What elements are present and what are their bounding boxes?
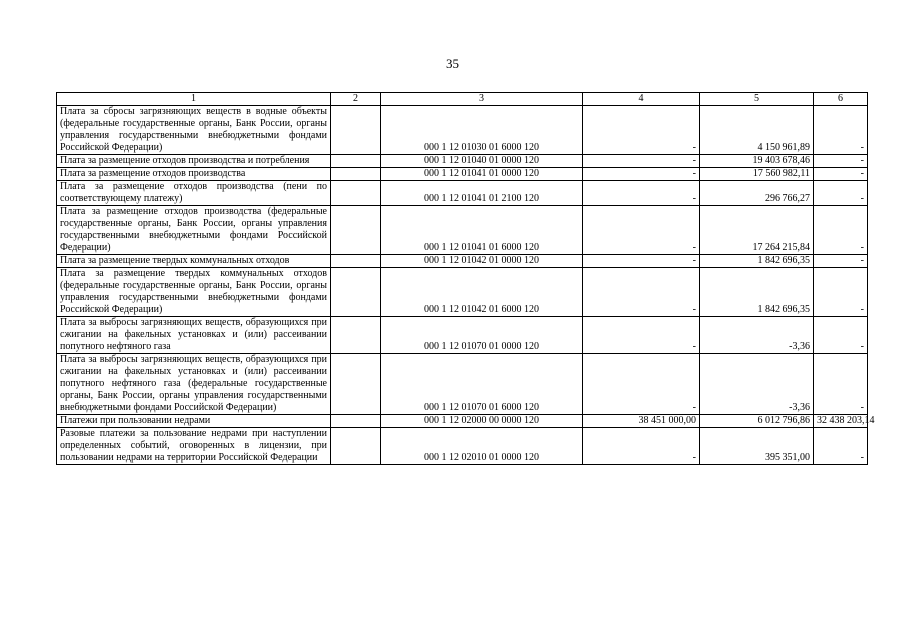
row-code-cell: 000 1 12 02010 01 0000 120 <box>381 428 583 465</box>
table-row <box>57 354 868 415</box>
table-row <box>57 415 868 428</box>
row-name-cell: Плата за размещение твердых коммунальных отходов (федеральные государственные органы, Банк России, органы управления государственными внебюджетными фондами Российской Федерации) <box>57 268 331 317</box>
row-col2-cell <box>331 181 381 206</box>
row-col2-cell <box>331 428 381 465</box>
row-col4-cell: - <box>583 354 700 415</box>
row-col6-cell: - <box>814 106 868 155</box>
column-header-4: 4 <box>583 93 700 106</box>
row-col2-cell <box>331 155 381 168</box>
row-name-cell: Плата за размещение отходов производства и потребления <box>57 155 331 168</box>
row-col6-cell: - <box>814 206 868 255</box>
row-col5-cell: 17 560 982,11 <box>700 168 814 181</box>
column-header-1: 1 <box>57 93 331 106</box>
page-number: 35 <box>446 56 459 71</box>
table-row <box>57 255 868 268</box>
table-row <box>57 206 868 255</box>
row-col6-cell: - <box>814 428 868 465</box>
row-name-cell: Плата за выбросы загрязняющих веществ, образующихся при сжигании на факельных установках и (или) рассеивании попутного нефтяного газа (федеральные государственные органы, Банк России, органы управления государственными внебюджетными фондами Российской Федерации) <box>57 354 331 415</box>
row-name-cell: Плата за размещение твердых коммунальных отходов <box>57 255 331 268</box>
table-row <box>57 106 868 155</box>
row-col4-cell: - <box>583 255 700 268</box>
row-col4-cell: - <box>583 317 700 354</box>
row-name-cell: Плата за сбросы загрязняющих веществ в водные объекты (федеральные государственные органы, Банк России, органы управления государственными внебюджетными фондами Российской Федерации) <box>57 106 331 155</box>
table-row <box>57 428 868 465</box>
table-row <box>57 168 868 181</box>
row-code-cell: 000 1 12 01070 01 6000 120 <box>381 354 583 415</box>
row-col2-cell <box>331 268 381 317</box>
row-col5-cell: 1 842 696,35 <box>700 268 814 317</box>
row-name-cell: Плата за выбросы загрязняющих веществ, образующихся при сжигании на факельных установках и (или) рассеивании попутного нефтяного газа <box>57 317 331 354</box>
column-header-5: 5 <box>700 93 814 106</box>
row-col4-cell: - <box>583 168 700 181</box>
row-name-cell: Плата за размещение отходов производства <box>57 168 331 181</box>
row-code-cell: 000 1 12 01041 01 2100 120 <box>381 181 583 206</box>
table-body <box>57 106 875 465</box>
table-row <box>57 181 868 206</box>
row-col2-cell <box>331 206 381 255</box>
row-col4-cell: - <box>583 268 700 317</box>
table-row <box>57 268 868 317</box>
table-header <box>57 93 868 106</box>
column-header-2: 2 <box>331 93 381 106</box>
row-col5-cell: 395 351,00 <box>700 428 814 465</box>
row-code-cell: 000 1 12 01040 01 0000 120 <box>381 155 583 168</box>
row-name-cell: Платежи при пользовании недрами <box>57 415 331 428</box>
row-code-cell: 000 1 12 01042 01 6000 120 <box>381 268 583 317</box>
row-col2-cell <box>331 255 381 268</box>
row-col4-cell: - <box>583 155 700 168</box>
row-col4-cell: - <box>583 428 700 465</box>
row-col5-cell: 1 842 696,35 <box>700 255 814 268</box>
row-code-cell: 000 1 12 01041 01 6000 120 <box>381 206 583 255</box>
row-code-cell: 000 1 12 01070 01 0000 120 <box>381 317 583 354</box>
row-col6-cell: - <box>814 317 868 354</box>
column-header-3: 3 <box>381 93 583 106</box>
row-col2-cell <box>331 415 381 428</box>
row-col2-cell <box>331 106 381 155</box>
row-col6-cell: 32 438 203,14 <box>814 415 868 428</box>
row-col6-cell: - <box>814 168 868 181</box>
row-col4-cell: - <box>583 206 700 255</box>
row-col6-cell: - <box>814 268 868 317</box>
row-col6-cell: - <box>814 255 868 268</box>
row-name-cell: Разовые платежи за пользование недрами при наступлении определенных событий, оговоренных в лицензии, при пользовании недрами на территории Российской Федерации <box>57 428 331 465</box>
row-col2-cell <box>331 317 381 354</box>
budget-table <box>56 92 875 465</box>
row-col4-cell: 38 451 000,00 <box>583 415 700 428</box>
row-col6-cell: - <box>814 155 868 168</box>
row-col4-cell: - <box>583 106 700 155</box>
row-code-cell: 000 1 12 02000 00 0000 120 <box>381 415 583 428</box>
row-col5-cell: 4 150 961,89 <box>700 106 814 155</box>
row-col5-cell: 296 766,27 <box>700 181 814 206</box>
table-row <box>57 317 868 354</box>
row-code-cell: 000 1 12 01030 01 6000 120 <box>381 106 583 155</box>
row-code-cell: 000 1 12 01041 01 0000 120 <box>381 168 583 181</box>
row-col4-cell: - <box>583 181 700 206</box>
row-col6-cell: - <box>814 354 868 415</box>
row-col5-cell: -3,36 <box>700 317 814 354</box>
header-row <box>57 93 868 106</box>
row-col5-cell: 17 264 215,84 <box>700 206 814 255</box>
row-name-cell: Плата за размещение отходов производства (федеральные государственные органы, Банк России, органы управления государственными внебюджетными фондами Российской Федерации) <box>57 206 331 255</box>
row-col5-cell: 19 403 678,46 <box>700 155 814 168</box>
row-name-cell: Плата за размещение отходов производства (пени по соответствующему платежу) <box>57 181 331 206</box>
row-col5-cell: -3,36 <box>700 354 814 415</box>
row-code-cell: 000 1 12 01042 01 0000 120 <box>381 255 583 268</box>
row-col2-cell <box>331 168 381 181</box>
table-row <box>57 155 868 168</box>
row-col5-cell: 6 012 796,86 <box>700 415 814 428</box>
column-header-6: 6 <box>814 93 868 106</box>
row-col2-cell <box>331 354 381 415</box>
row-col6-cell: - <box>814 181 868 206</box>
